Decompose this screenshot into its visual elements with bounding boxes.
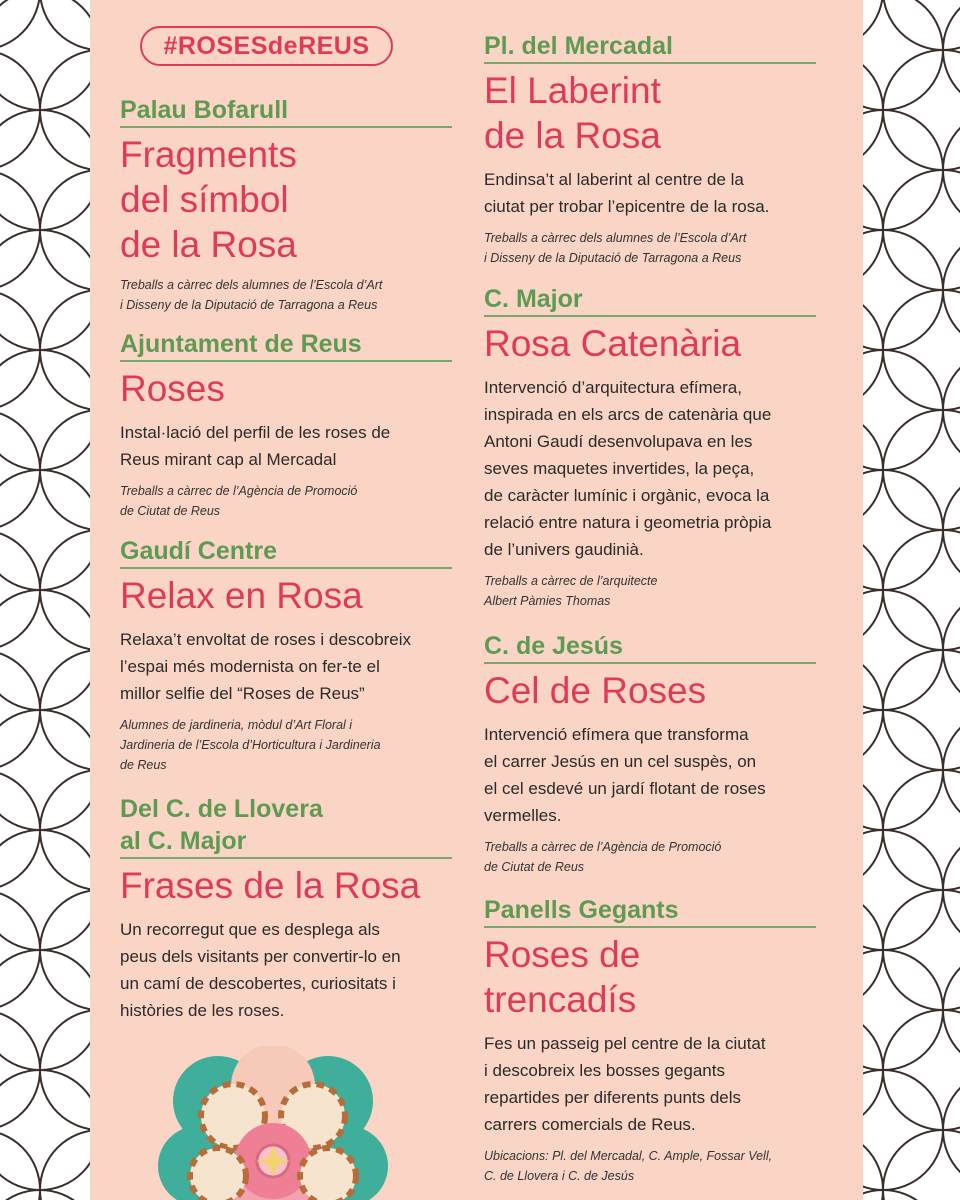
- trencadis-rose-icon: [158, 1046, 388, 1200]
- section-title: Relax en Rosa: [120, 575, 363, 616]
- circle-lattice-pattern-icon: [863, 0, 960, 1200]
- section-location: Palau Bofarull: [120, 94, 452, 128]
- section-location: Ajuntament de Reus: [120, 328, 452, 362]
- section-description: Endinsa’t al laberint al centre de la ciutat per trobar l’epicentre de la rosa.: [484, 170, 770, 216]
- section-title: Frases de la Rosa: [120, 865, 421, 906]
- section-location: C. de Jesús: [484, 630, 816, 664]
- section-title: Roses: [120, 368, 225, 409]
- section-location: C. Major: [484, 283, 816, 317]
- section-description: Instal·lació del perfil de les roses de Reus mirant cap al Mercadal: [120, 423, 391, 469]
- section-title: Cel de Roses: [484, 670, 707, 711]
- section-title: Roses de trencadís: [484, 934, 641, 1020]
- left-pattern: [0, 0, 90, 1200]
- circle-lattice-pattern-icon: [0, 0, 90, 1200]
- section-description: Fes un passeig pel centre de la ciutat i descobreix les bosses gegants repartides per diferents punts dels carrers comercials de Reus.: [484, 1034, 766, 1134]
- section-c-jesus: [484, 630, 816, 877]
- section-title: Rosa Catenària: [484, 323, 742, 364]
- section-location: Gaudí Centre: [120, 535, 452, 569]
- section-title: Fragments del símbol de la Rosa: [120, 134, 297, 265]
- section-credit: Treballs a càrrec de l’arquitecte Albert Pàmies Thomas: [484, 574, 658, 608]
- section-llovera-major: [120, 793, 452, 1024]
- section-mercadal: [484, 30, 816, 268]
- section-ajuntament: [120, 328, 452, 521]
- section-palau-bofarull: [120, 94, 452, 315]
- section-location: Pl. del Mercadal: [484, 30, 816, 64]
- section-panells-gegants: [484, 894, 816, 1186]
- section-credit: Treballs a càrrec dels alumnes de l’Escola d’Art i Disseny de la Diputació de Tarragona a Reus: [120, 278, 383, 312]
- section-location: Del C. de Llovera al C. Major: [120, 793, 452, 859]
- section-description: Intervenció efímera que transforma el carrer Jesús en un cel suspès, on el cel esdevé un jardí flotant de roses vermelles.: [484, 725, 766, 825]
- section-credit: Ubicacions: Pl. del Mercadal, C. Ample, Fossar Vell, C. de Llovera i C. de Jesús: [484, 1149, 773, 1183]
- section-description: Intervenció d’arquitectura efímera, inspirada en els arcs de catenària que Antoni Gaudí desenvolupava en les seves maquetes invertides, la peça, de caràcter lumínic i orgànic, evoca la relació entre natura i geometria pròpia de l’univers gaudinià.: [484, 378, 772, 559]
- section-title: El Laberint de la Rosa: [484, 70, 661, 156]
- section-location: Panells Gegants: [484, 894, 816, 928]
- section-description: Un recorregut que es desplega als peus dels visitants per convertir-lo en un camí de descobertes, curiositats i històries de les roses.: [120, 920, 401, 1020]
- section-credit: Treballs a càrrec de l’Agència de Promoció de Ciutat de Reus: [484, 840, 722, 874]
- section-credit: Treballs a càrrec de l’Agència de Promoció de Ciutat de Reus: [120, 484, 358, 518]
- section-credit: Alumnes de jardineria, mòdul d’Art Floral i Jardineria de l’Escola d’Horticultura i Jardineria de Reus: [120, 718, 381, 772]
- section-description: Relaxa’t envoltat de roses i descobreix l’espai més modernista on fer-te el millor selfie del “Roses de Reus”: [120, 630, 412, 703]
- right-pattern: [863, 0, 960, 1200]
- hashtag-badge: #ROSESdeREUS: [140, 26, 393, 66]
- section-credit: Treballs a càrrec dels alumnes de l’Escola d’Art i Disseny de la Diputació de Tarragona a Reus: [484, 231, 747, 265]
- section-c-major: [484, 283, 816, 611]
- rose-decoration: [158, 1046, 388, 1200]
- section-gaudi-centre: [120, 535, 452, 775]
- program-panel: [90, 0, 863, 1200]
